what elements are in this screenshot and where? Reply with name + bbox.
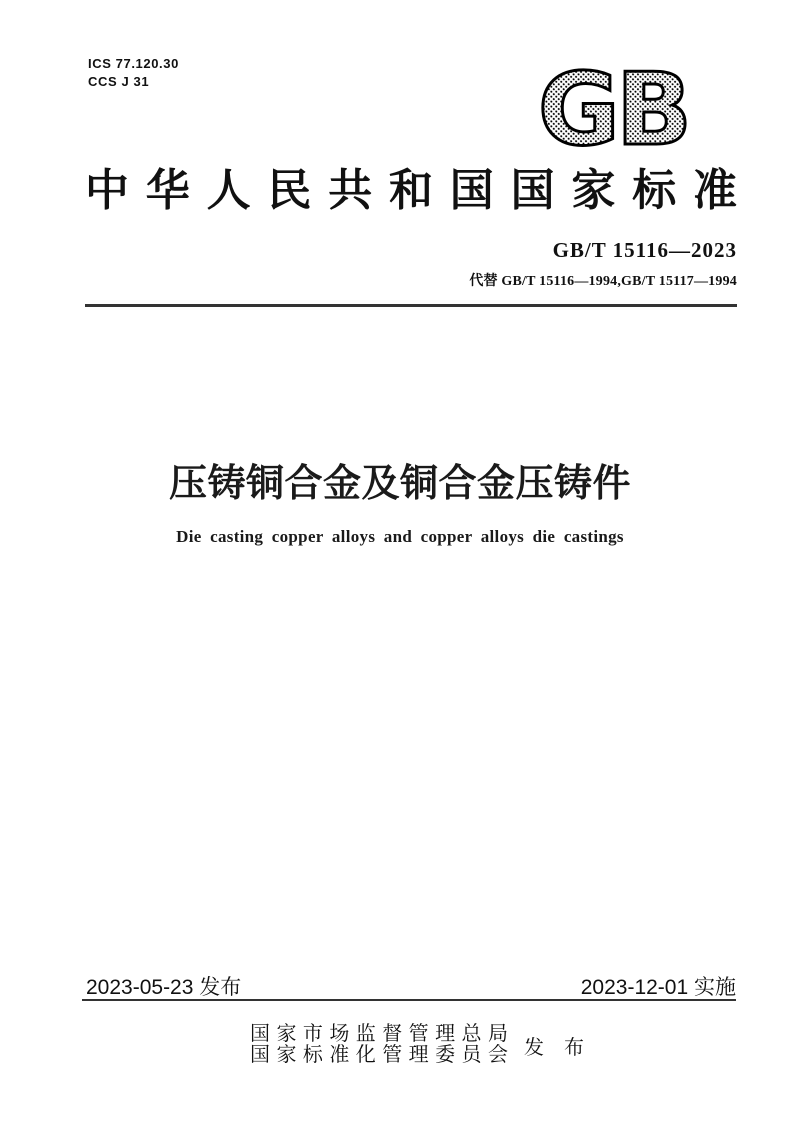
standard-number: GB/T 15116—2023: [552, 238, 737, 262]
issuer-names: [250, 1024, 508, 1066]
footer-rule: [82, 999, 736, 1001]
header-rule: [85, 304, 737, 307]
gb-logo-text: GB: [537, 62, 689, 152]
national-standard-heading: 中华人民共和国国家标准: [85, 166, 737, 215]
replaces-note: 代替 GB/T 15116—1994,GB/T 15117—1994: [469, 274, 737, 289]
ics-code: ICS 77.120.30: [88, 56, 179, 71]
issuer-line-1: 国家市场监督管理总局: [250, 1023, 508, 1045]
ccs-code: CCS J 31: [88, 74, 150, 89]
classification-codes: [88, 55, 179, 91]
publisher-block: [250, 1024, 584, 1066]
issue-date: 2023-05-23 发布: [86, 976, 242, 999]
issuer-line-2: 国家标准化管理委员会: [250, 1044, 508, 1066]
document-title-chinese: 压铸铜合金及铜合金压铸件: [168, 463, 631, 505]
gb-logo: [534, 62, 692, 152]
issue-label: 发 布: [524, 1036, 584, 1059]
date-row: [86, 971, 736, 1001]
standard-number-block: [469, 238, 737, 290]
document-title-english: Die casting copper alloys and copper alloys die castings: [176, 527, 624, 546]
gb-logo-graphic: [534, 62, 692, 152]
implementation-date: 2023-12-01 实施: [580, 976, 736, 999]
